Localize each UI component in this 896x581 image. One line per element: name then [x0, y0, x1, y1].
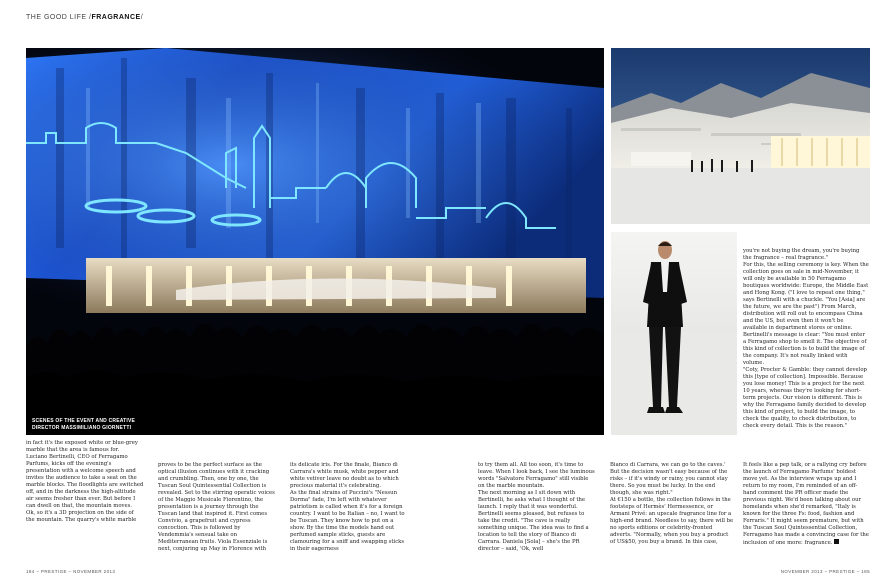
paragraph: Bianco di Carrara, we can go to the caves.' But the decision wasn't easy because of the risks – if it's windy or rainy, you cannot stay there. So you must be lucky. In the end though, she was right.": [610, 462, 728, 496]
section-name: THE GOOD LIFE: [26, 14, 87, 21]
paragraph: proves to be the perfect surface as the optical illusion continues with it cracking and crumbling. Then, one by one, the Tuscan Soul Quintessential Collection is revealed. Set to the stirring operatic voices of the Maggio Musicale Fiorentino, the presentation is a journey through the Tuscan land that inspired it. First comes Convivio, a grapefruit and cypress concoction. This is followed by Vendemmia's sensual take on Mediterranean fruits. Viola Essenziale is next, conjuring up May in Florence with: [158, 462, 275, 552]
paragraph: The next morning as I sit down with Bertinelli, he asks what I thought of the launch. I reply that it was wonderful. Bertinelli seems pleased, but refuses to take the credit. "The cave is really something unique. The idea was to find a location to tell the story of Bianco di Carrara. Daniela [Sola] – she's the PR director – said, 'Ok, well: [478, 490, 589, 552]
paragraph: For this, the selling ceremony is key. When the collection goes on sale in mid-November, it will only be available in 50 Ferragamo boutiques worldwide: Europe, the Middle East and Hong Kong. ("I love to repeat one thing," says Bertinelli with a chuckle. "You [Asia] are the future, we are the past") From March, distribution will roll out to encompass China and the US, but even then it won't be available in department stores or online. Bertinelli's message is clear: "You must enter a Ferragamo shop to smell it. The objective of this kind of collection is to build the image of the company. It's not really linked with volume.: [743, 262, 869, 366]
paragraph: its delicate iris. For the finale, Bianco di Carrara's white musk, white pepper and white vetiver leave no doubt as to which precious material it's celebrating.: [290, 462, 399, 489]
paragraph: to try them all. All too soon, it's time to leave. When I look back, I see the luminous words "Salvatore Ferragamo" still visible on the marble mountain.: [478, 462, 595, 489]
quarry-photo: [611, 48, 870, 224]
article-column-2: [158, 462, 276, 553]
paragraph: Ok, so it's a 3D projection on the side of the mountain. The quarry's white marble: [26, 510, 137, 523]
article-column-5: [610, 462, 734, 546]
paragraph: in fact it's the exposed white or blue-grey marble that the area is famous for.: [26, 440, 138, 453]
paragraph: you're not buying the dream, you're buying the fragrance – real fragrance.": [743, 248, 860, 261]
photo-caption: SCENES OF THE EVENT AND CREATIVE DIRECTOR MASSIMILIANO GIORNETTI: [32, 418, 136, 431]
folio-left: 184 – PRESTIGE – NOVEMBER 2013: [26, 569, 116, 574]
paragraph: As the final strains of Puccini's "Nessun Dorma" fade, I'm left with whatever patriotism is called when it's for a foreign country. I want to be Italian – no, I want to be Tuscan. They know how to put on a show. By the time the models hand out perfumed sample sticks, guests are clamouring for a sniff and swapping sticks in their eagerness: [290, 490, 405, 552]
projection-illustration: [26, 48, 604, 435]
article-column-3: [290, 462, 408, 553]
paragraph: [743, 462, 869, 547]
designer-portrait: [611, 232, 737, 435]
article-column-4: [478, 462, 596, 553]
paragraph: "Coty, Procter & Gamble: they cannot develop this [type of collection]. Impossible. Because you lose money! This is a project for the next 10 years, whereas they're looking for short-term projects. Our vision is different. This is why the Ferragamo family decided to develop this kind of project, to build the image, to check the quality, to check distribution, to check every detail. This is the reason.": [743, 367, 867, 429]
end-square-icon: [834, 539, 839, 544]
folio-right: NOVEMBER 2013 – PRESTIGE – 185: [780, 569, 870, 574]
article-column-7: [743, 462, 869, 547]
portrait-illustration: [611, 232, 737, 435]
section-topic: FRAGRANCE: [91, 14, 141, 21]
paragraph: Luciano Bertinelli, CEO of Ferragamo Parfums, kicks off the evening's presentation with a welcome speech and invites the audience to take a seat on the marble blocks. The floodlights are switched off, and in the darkness the high-altitude air seems fresher than ever. But before I can dwell on that, the mountain moves.: [26, 454, 144, 509]
paragraph: At €150 a bottle, the collection follows in the footsteps of Hermès' Hermessence, or Armani Privé: an upscale fragrance line for a high-end brand. Needless to say, there will be no sports editions or celebrity-fronted adverts. "Normally, when you buy a product of US$50, you buy a brand. In this case,: [610, 497, 734, 545]
paragraph-text: It feels like a pep talk, or a rallying cry before the launch of Ferragamo Parfums' boldest move yet. As the interview wraps up and I return to my room, I'm reminded of an off-hand comment the PR officer made the previous night. We'd been talking about our homelands when she'd remarked, "Italy is known for the three Fs: food, fashion and Ferraris." It might seem premature, but with the Tuscan Soul Quintessential Collection, Ferragamo has made a convincing case for the inclusion of one more: fragrance.: [743, 462, 869, 546]
article-column-6: [743, 248, 869, 430]
event-photo: [26, 48, 604, 435]
section-header: THE GOOD LIFE /FRAGRANCE/: [26, 14, 144, 21]
article-column-1: [26, 440, 144, 524]
quarry-illustration: [611, 48, 870, 224]
